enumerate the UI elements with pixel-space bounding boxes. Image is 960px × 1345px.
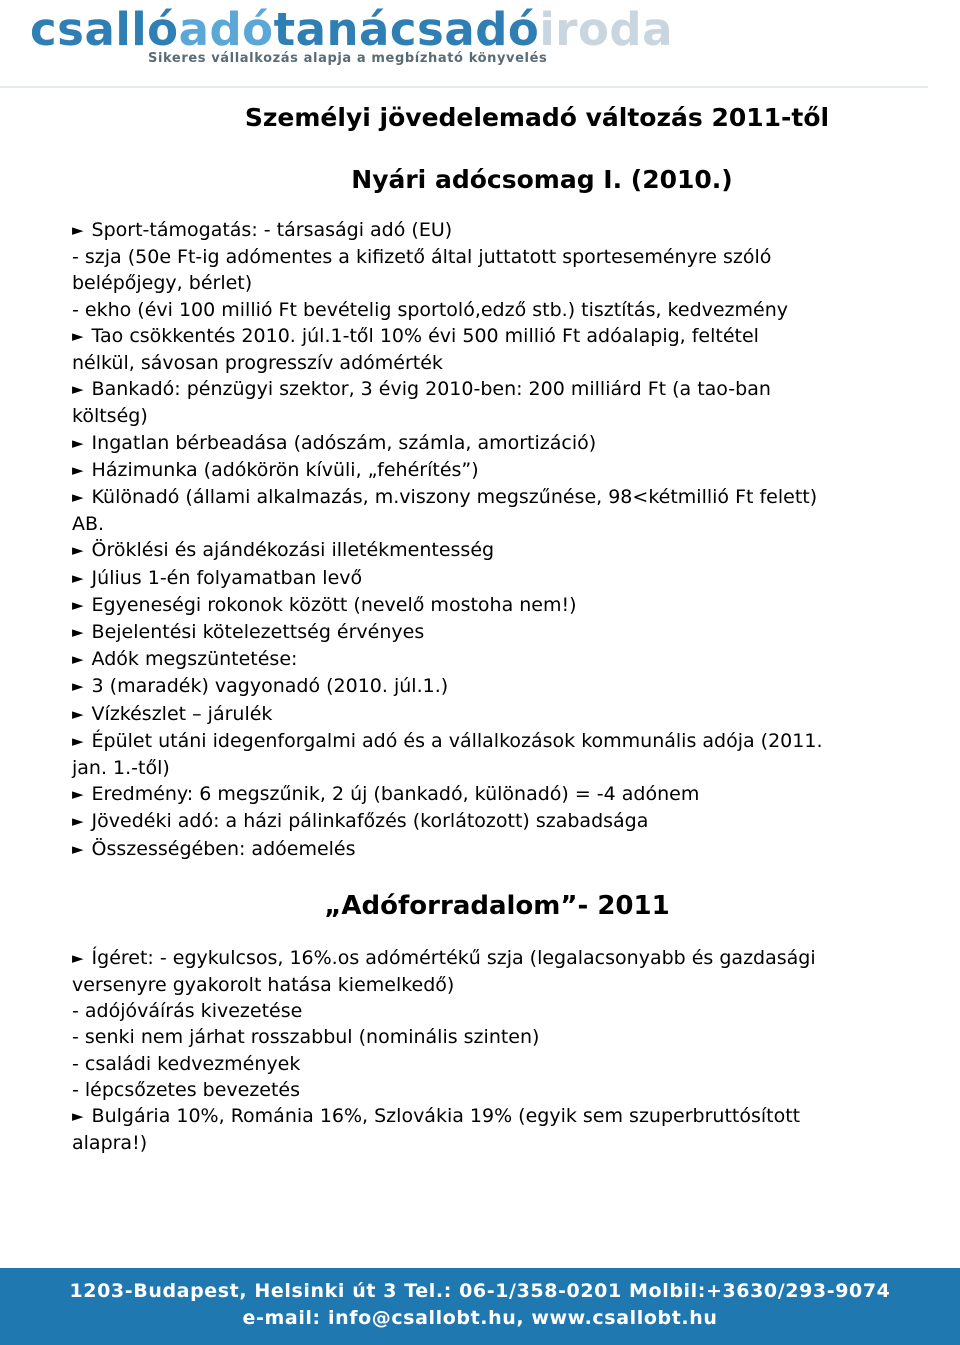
company-logo	[30, 3, 930, 66]
logo-tagline: Sikeres vállalkozás alapja a megbízható könyvelés	[148, 51, 548, 66]
list-item: jan. 1.-től)	[72, 757, 170, 780]
bullet-arrow-icon: ►	[72, 541, 84, 560]
bullet-arrow-icon: ►	[72, 1107, 84, 1126]
list-item: ► Ingatlan bérbeadása (adószám, számla, amortizáció)	[72, 430, 892, 457]
list-item: - lépcsőzetes bevezetés	[72, 1078, 301, 1101]
section-title: „Adóforradalom”- 2011	[324, 890, 670, 921]
list-item: ► Egyeneségi rokonok között (nevelő mostoha nem!)	[72, 592, 892, 619]
list-item: - ekho (évi 100 millió Ft bevételig sportoló,edző stb.) tisztítás, kedvezmény	[72, 298, 789, 321]
logo-part-2: adó	[178, 3, 274, 56]
bullet-arrow-icon: ►	[72, 433, 84, 452]
footer-contact: e-mail: info@csallobt.hu, www.csallobt.hu	[242, 1307, 718, 1329]
list-item: ► 3 (maradék) vagyonadó (2010. júl.1.)	[72, 673, 892, 700]
promise-list	[72, 945, 892, 1157]
bullet-arrow-icon: ►	[72, 568, 84, 587]
list-item: ► Vízkészlet – járulék	[72, 701, 892, 728]
logo-part-3: tanácsadó	[273, 3, 540, 56]
logo-part-1: csalló	[30, 3, 179, 56]
bullet-arrow-icon: ►	[72, 785, 84, 804]
bullet-arrow-icon: ►	[72, 704, 84, 723]
list-item: ► Tao csökkentés 2010. júl.1-től 10% évi 500 millió Ft adóalapig, feltétel	[72, 323, 892, 350]
bullet-arrow-icon: ►	[72, 839, 84, 858]
list-item: ► Ígéret: - egykulcsos, 16%.os adómértékű szja (legalacsonyabb és gazdasági	[72, 945, 892, 972]
bullet-arrow-icon: ►	[72, 326, 84, 345]
list-item: költség)	[72, 405, 148, 428]
list-item: ► Adók megszüntetése:	[72, 646, 892, 673]
list-item: ► Eredmény: 6 megszűnik, 2 új (bankadó, különadó) = -4 adónem	[72, 781, 892, 808]
list-item: ► Különadó (állami alkalmazás, m.viszony megszűnése, 98<kétmillió Ft felett)	[72, 484, 892, 511]
bullet-arrow-icon: ►	[72, 948, 84, 967]
logo-wordmark	[30, 3, 673, 56]
change-list	[72, 217, 892, 863]
list-item: nélkül, sávosan progresszív adómérték	[72, 352, 443, 375]
list-item: ► Jövedéki adó: a házi pálinkafőzés (korlátozott) szabadsága	[72, 808, 892, 835]
document-title: Személyi jövedelemadó változás 2011-től	[244, 103, 830, 132]
list-item: ► Öröklési és ajándékozási illetékmentesség	[72, 537, 892, 564]
document-subtitle: Nyári adócsomag I. (2010.)	[351, 165, 733, 194]
list-item: - adójóváírás kivezetése	[72, 1000, 303, 1023]
bullet-arrow-icon: ►	[72, 221, 84, 239]
list-item: ► Épület utáni idegenforgalmi adó és a vállalkozások kommunális adója (2011.	[72, 728, 892, 755]
list-item: versenyre gyakorolt hatása kiemelkedő)	[72, 974, 455, 997]
bullet-arrow-icon: ►	[72, 595, 84, 614]
list-item: belépőjegy, bérlet)	[72, 272, 253, 295]
bullet-arrow-icon: ►	[72, 650, 84, 669]
list-item: ► Házimunka (adókörön kívüli, „fehérítés”)	[72, 457, 892, 484]
bullet-arrow-icon: ►	[72, 731, 84, 750]
logo-part-4: iroda	[539, 3, 673, 56]
list-item: alapra!)	[72, 1132, 148, 1155]
bullet-arrow-icon: ►	[72, 623, 84, 642]
footer-address: 1203-Budapest, Helsinki út 3 Tel.: 06-1/358-0201 Molbil:+3630/293-9074	[69, 1280, 891, 1302]
list-item: - családi kedvezmények	[72, 1052, 301, 1075]
bullet-arrow-icon: ►	[72, 380, 84, 399]
header-divider	[0, 86, 928, 88]
contact-footer	[0, 1268, 960, 1345]
list-item: ► Bulgária 10%, Románia 16%, Szlovákia 19% (egyik sem szuperbruttósított	[72, 1103, 892, 1130]
list-item: ► Bankadó: pénzügyi szektor, 3 évig 2010-ben: 200 milliárd Ft (a tao-ban	[72, 376, 892, 403]
list-item: ► Összességében: adóemelés	[72, 836, 892, 863]
list-item: ► Július 1-én folyamatban levő	[72, 565, 892, 592]
list-item: - szja (50e Ft-ig adómentes a kifizető által juttatott sporteseményre szóló	[72, 246, 772, 269]
list-item: - senki nem járhat rosszabbul (nominális szinten)	[72, 1026, 540, 1049]
list-item: ► Bejelentési kötelezettség érvényes	[72, 619, 892, 646]
list-item: AB.	[72, 513, 105, 536]
document-body	[72, 96, 892, 1157]
list-item: ► Sport-támogatás: - társasági adó (EU)	[72, 217, 892, 244]
bullet-arrow-icon: ►	[72, 488, 84, 507]
bullet-arrow-icon: ►	[72, 812, 84, 831]
bullet-arrow-icon: ►	[72, 677, 84, 696]
bullet-arrow-icon: ►	[72, 460, 84, 479]
